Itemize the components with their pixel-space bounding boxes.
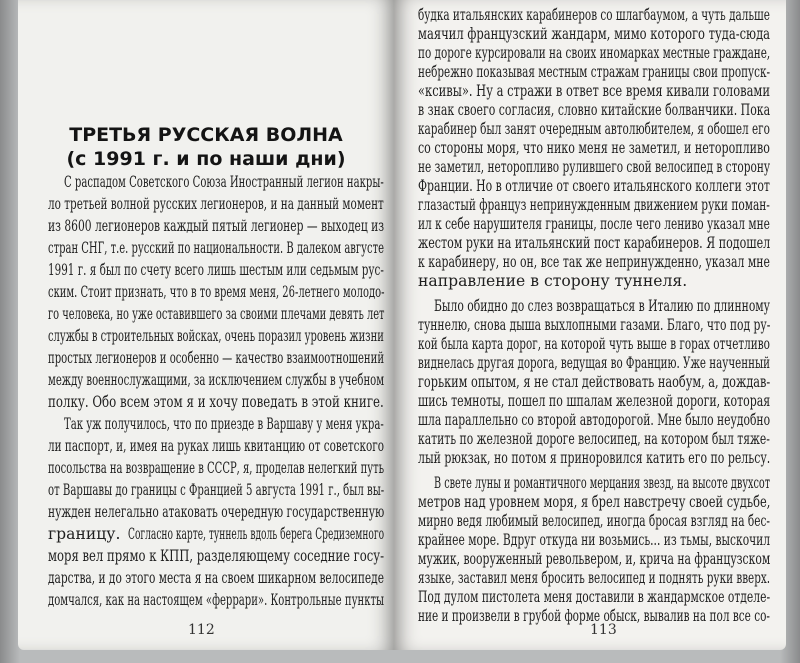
text-line: Так уж получилось, что по приезде в Варшаву у меня укра- xyxy=(64,415,384,433)
text-line: полку. Обо всем этом я и хочу поведать в этой книге. xyxy=(48,393,384,411)
text-line: в знак своего согласия, словно китайские болванчики. Пока xyxy=(418,101,771,119)
text-line: будка итальянских карабинеров со шлагбаумом, а чуть дальше xyxy=(418,6,770,24)
text-line: к карабинеру, но он, все так же непринужденно, указал мне xyxy=(418,253,770,271)
text-line: «ксивы». Ну а стражи в ответ все время кивали головами xyxy=(418,82,771,100)
text-line: дарства, и до этого места я на своем шикарном велосипеде xyxy=(48,569,384,587)
text-line: шись темноты, пошел по шпалам железной дороги, которая xyxy=(418,392,771,410)
chapter-subheading: (с 1991 г. и по наши дни) xyxy=(66,148,346,170)
text-line: домчался, как на настоящем «феррари». Контрольные пункты xyxy=(48,591,385,609)
right-page xyxy=(394,0,786,650)
text-line: ил к себе нарушителя границы, после чего лениво указал мне xyxy=(418,215,770,233)
page-number: 112 xyxy=(188,622,215,638)
text-line: горьким опытом, я не стал действовать наобум, а, дождав- xyxy=(418,373,771,391)
text-line: со стороны моря, что нико меня не заметил, и неторопливо xyxy=(418,139,770,157)
text-line: границу. xyxy=(48,525,121,543)
text-line: направление в сторону туннеля. xyxy=(418,272,688,290)
text-line: ским. Стоит признать, что в то время меня, 26-летнего молодо- xyxy=(48,283,385,301)
text-line: моря вел прямо к КПП, разделяющему соседние госу- xyxy=(48,547,385,565)
text-line: языке, заставил меня бросить велосипед и поднять руки вверх. xyxy=(418,569,771,587)
text-line: катить по железной дороге велосипед, на котором был тяже- xyxy=(418,430,770,448)
text-line: шла параллельно со второй автодорогой. Мне было неудобно xyxy=(418,411,771,429)
text-line: небрежно показывая местным стражам границы свои пропуск- xyxy=(418,63,771,81)
text-line: кой была карта дорог, на которой чуть выше в горах отчетливо xyxy=(418,335,770,353)
text-line: от Варшавы до границы с Францией 5 августа 1991 г., был вы- xyxy=(48,481,385,499)
text-line: нужден нелегально атаковать очередную государственную xyxy=(48,503,385,521)
text-line: Согласно карте, туннель вдоль берега Средиземного xyxy=(128,525,385,543)
text-line: посольства на возвращение в СССР, я, проделав нелегкий путь xyxy=(48,459,385,477)
text-line: между военнослужащими, за исключением службы в учебном xyxy=(48,371,385,389)
text-line: метров над уровнем моря, я брел навстречу своей судьбе, xyxy=(418,493,771,511)
text-line: стран СНГ, т.е. русский по национальности. В далеком августе xyxy=(48,239,385,257)
text-line: из 8600 легионеров каждый пятый легионер — выходец из xyxy=(48,217,385,235)
text-line: крайнее море. Вдруг откуда ни возьмись... из тьмы, выскочил xyxy=(418,531,771,549)
text-line: маячил французский жандарм, мимо которого туда-сюда xyxy=(418,25,771,43)
text-line: С распадом Советского Союза Иностранный легион накры- xyxy=(64,173,384,191)
text-line: мужик, вооруженный револьвером, и, крича на французском xyxy=(418,550,771,568)
text-line: мирно ведя любимый велосипед, иногда бросая взгляд на бес- xyxy=(418,512,770,530)
text-line: лый рюкзак, но потом я приноровился катить его по рельсу. xyxy=(418,449,771,467)
text-line: карабинер был занят очередным автолюбителем, я обошел его xyxy=(418,120,770,138)
text-line: ло третьей волной русских легионеров, и на данный момент xyxy=(48,195,384,213)
text-line: Под дулом пистолета меня доставили в жандармское отделе- xyxy=(418,588,771,606)
text-line: жестом руки на итальянский пост карабинеров. Я подошел xyxy=(418,234,771,252)
text-line: службы в строительных войсках, очень поразил уровень жизни xyxy=(48,327,384,345)
left-page xyxy=(18,0,394,650)
text-line: В свете луны и романтичного мерцания звезд, на высоте двухсот xyxy=(434,474,771,492)
text-line: ние и произвели в грубой форме обыск, вывалив на пол все со- xyxy=(418,607,770,625)
text-line: виднелась другая дорога, ведущая во Францию. Уже наученный xyxy=(418,354,771,372)
text-line: ли паспорт, и, имея на руках лишь квитанцию от советского xyxy=(48,437,385,455)
text-line: не заметил, неторопливо рулившего свой велосипед в сторону xyxy=(418,158,771,176)
text-line: простых легионеров и особенно — качество взаимоотношений xyxy=(48,349,385,367)
page-number: 113 xyxy=(590,622,617,638)
chapter-heading: ТРЕТЬЯ РУССКАЯ ВОЛНА xyxy=(69,124,343,146)
text-line: по дороге курсировали на своих иномарках местные граждане, xyxy=(418,44,771,62)
text-line: 1991 г. я был по счету всего лишь шестым или седьмым рус- xyxy=(48,261,384,279)
text-line: глазастый француз непринужденным движением руки поман- xyxy=(418,196,770,214)
text-line: туннелю, снова дыша выхлопными газами. Благо, что под ру- xyxy=(418,316,771,334)
text-line: Франции. Но в отличие от своего итальянского коллеги этот xyxy=(418,177,770,195)
text-line: го человека, но уже оставившего за своими плечами девять лет xyxy=(48,305,385,323)
text-line: Было обидно до слез возвращаться в Италию по длинному xyxy=(434,297,771,315)
